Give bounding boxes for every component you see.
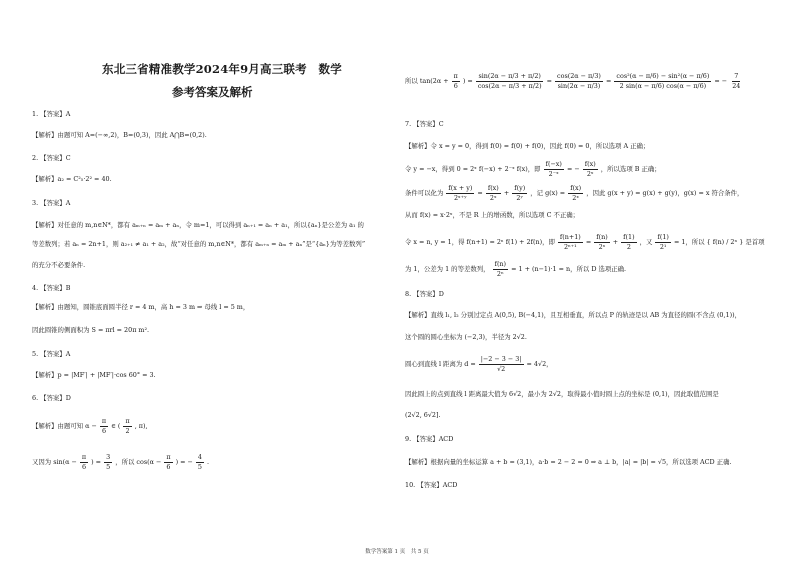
fraction-denominator: 2ˣ (489, 193, 497, 202)
fraction-numerator: f(y) (514, 183, 526, 192)
fraction-denominator: √2 (497, 364, 506, 373)
three-fifths-fraction (104, 453, 112, 472)
q5-explanation: 【解析】p = |MF′| + |MF′|·cos 60° = 3. (32, 371, 156, 379)
equals-sign: = (585, 238, 592, 246)
fraction-numerator: cos(2α − π/3) (557, 71, 601, 80)
q8-explanation-line2: 这个圆的圆心坐标为 (−2,3)，半径为 2√2. (405, 333, 527, 341)
fraction-numerator: f(x) (584, 159, 596, 168)
q7-exp2-text-c: ，所以选项 B 正确； (600, 165, 661, 173)
q2-explanation: 【解析】a₂ = C²₅·2² = 40. (32, 175, 112, 183)
q3-explanation-line1: 【解析】对任意的 m,n∈N*，都有 aₘ₊ₙ = aₘ + aₙ，令 m=1，可以得到 aₙ₊₁ = aₙ + a₁，所以{aₙ}是公差为 a₁ 的 (32, 221, 364, 229)
q7-exp5-text-a: 令 x = n, y = 1，得 f(n+1) = 2ⁿ f(1) + 2f(n)，即 (405, 238, 555, 246)
pi-over-6-fraction (164, 453, 172, 472)
q7-exp2-text-a: 令 y = −x，得到 0 = 2ˣ f(−x) + 2⁻ˣ f(x)，即 (405, 165, 541, 173)
q3-answer: 3. 【答案】A (32, 199, 71, 207)
q9-explanation: 【解析】根据向量的坐标运算 a + b = (3,1)，a·b = 2 − 2 = 0 ⇒ a ⊥ b，|a| = |b| = √5，所以选项 ACD 正确. (405, 458, 732, 466)
q7-exp5-fraction1 (558, 233, 583, 252)
equals-sign: = (605, 77, 612, 85)
plus-sign: + (612, 238, 619, 246)
fraction-numerator: f(n+1) (559, 232, 581, 241)
q7-explanation-line2 (405, 159, 661, 179)
fraction-denominator: 6 (101, 426, 107, 435)
fraction-denominator: 2 sin(α − π/6) cos(α − π/6) (619, 81, 707, 90)
fraction-numerator: π (125, 416, 130, 425)
fraction-denominator: 5 (106, 462, 111, 471)
q6-exp2-text-a: 又因为 sin(α − (32, 458, 77, 466)
fraction-numerator: π (81, 452, 87, 461)
q6-exp1-text: 【解析】由题可知 α − (32, 422, 97, 430)
q7-explanation-line1: 【解析】令 x = y = 0，得到 f(0) = f(0) + f(0)，因此 f(0) = 0，所以选项 A 正确； (405, 142, 650, 150)
q7-exp5-sequence: { f(n) / 2ⁿ } (706, 238, 744, 246)
q7-exp5-fraction4 (655, 233, 670, 252)
q8-explanation-line1: 【解析】直线 l₁, l₂ 分别过定点 A(0,5), B(−4,1)，且互相垂直，所以点 P 的轨迹是以 AB 为直径的圆(不含点 (0,1))， (405, 311, 741, 319)
pi-over-6-fraction (100, 417, 108, 436)
fraction-denominator: 6 (81, 462, 87, 471)
q7-exp5-text-b: ，又 (639, 238, 653, 246)
q9-answer: 9. 【答案】ACD (405, 435, 454, 443)
exam-title: 东北三省精准教学2024年9月高三联考 数学 (102, 62, 342, 76)
q7-exp5-text-c: = 1，所以 (673, 238, 705, 246)
q7-exp3-fraction3 (512, 184, 527, 203)
q4-explanation-line2: 因此圆锥的侧面积为 S = πrl = 20π m². (32, 326, 150, 334)
q4-answer: 4. 【答案】B (32, 284, 71, 292)
fraction-numerator: f(n) (596, 232, 608, 241)
q7-exp5-text-d: 是首项 (745, 238, 765, 246)
q6-exp2-text-e: . (207, 458, 210, 466)
pi-over-2-fraction (123, 417, 131, 436)
q8-answer: 8. 【答案】D (405, 290, 444, 298)
q8-explanation-line3 (405, 354, 553, 374)
fraction-denominator: 2 (626, 242, 631, 251)
equals-sign: = (477, 189, 483, 197)
distance-fraction (479, 355, 524, 374)
fraction-denominator: 2ⁿ (598, 242, 606, 251)
q2-answer: 2. 【答案】C (32, 154, 71, 162)
fraction-numerator: |−2 − 3 − 3| (480, 354, 522, 363)
q10-answer: 10. 【答案】ACD (405, 481, 458, 489)
q6-cont-text-b: ) = (462, 77, 473, 85)
plus-sign: + (503, 189, 510, 197)
fraction-numerator: π (101, 416, 107, 425)
q1-answer: 1. 【答案】A (32, 110, 71, 118)
left-column (32, 0, 390, 540)
q6-exp1-interval-close: , π), (134, 422, 148, 430)
fraction-denominator: cos(2α − π/3 + π/2) (477, 81, 542, 90)
q3-explanation-line3: 的充分不必要条件. (32, 261, 86, 269)
q3-explanation-line2: 等差数列；若 aₙ = 2n+1，则 a₂₊₁ ≠ a₁ + a₂，故“对任意的 m,n∈N*，都有 aₘ₊ₙ = aₘ + aₙ”是“{aₙ}为等差数列” (32, 240, 366, 248)
q8-exp3-text-b: = 4√2， (526, 360, 553, 368)
tan-result-fraction (730, 72, 742, 91)
q6-explanation-line2 (32, 452, 209, 472)
q8-explanation-line4: 因此圆上的点到直线 l 距离最大值为 6√2，最小为 2√2，取得最小值时圆上点的坐标是 (0,1)，因此取值范围是 (405, 390, 719, 398)
fraction-numerator: π (453, 71, 458, 80)
q8-exp3-text-a: 圆心到直线 l 距离为 d = (405, 360, 476, 368)
q5-answer: 5. 【答案】A (32, 350, 71, 358)
fraction-numerator: f(−x) (545, 159, 562, 168)
fraction-numerator: f(x) (570, 183, 582, 192)
q7-explanation-line3 (405, 183, 743, 203)
fraction-denominator: 2ⁿ (496, 269, 504, 278)
q4-explanation-line1: 【解析】由题知，圆锥底面圆半径 r = 4 m，高 h = 3 m ⇒ 母线 l = 5 m， (32, 303, 250, 311)
equals-sign: = (546, 77, 552, 85)
q6-cont-end: = − (714, 77, 728, 85)
four-fifths-fraction (196, 453, 204, 472)
q7-exp3-fraction2 (486, 184, 501, 203)
q7-explanation-line6 (405, 259, 626, 279)
page-footer: 数学答案第 1 页 共 5 页 (365, 549, 429, 555)
fraction-numerator: 4 (197, 452, 202, 461)
q7-exp2-fraction1 (544, 160, 564, 179)
pi-over-6-fraction (452, 72, 460, 91)
q6-exp1-interval-open: ∈ ( (111, 422, 121, 430)
q6-answer: 6. 【答案】D (32, 394, 71, 402)
q6-exp2-text-b: ) = (91, 458, 102, 466)
fraction-numerator: 7 (734, 71, 739, 80)
fraction-denominator: 24 (732, 81, 741, 90)
fraction-numerator: sin(2α − π/3 + π/2) (478, 71, 541, 80)
pi-over-6-fraction (80, 453, 88, 472)
fraction-denominator: 2ʸ (516, 193, 524, 202)
fraction-numerator: f(1) (657, 232, 669, 241)
right-column (405, 0, 775, 540)
fraction-denominator: 2ˣ (572, 193, 580, 202)
q8-explanation-line5: (2√2, 6√2]. (405, 411, 441, 419)
exam-subtitle: 参考答案及解析 (172, 85, 253, 99)
q7-exp5-fraction3 (621, 233, 636, 252)
fraction-denominator: 2¹ (659, 242, 667, 251)
q6-exp2-text-c: ，所以 cos(α − (115, 458, 162, 466)
fraction-denominator: 2 (125, 426, 130, 435)
tan-step3-fraction (614, 72, 711, 91)
q7-exp3-text-c: ，因此 g(x + y) = g(x) + g(y)，g(x) = x 符合条件， (586, 189, 744, 197)
fraction-numerator: 3 (106, 452, 111, 461)
q7-exp5-fraction2 (594, 233, 609, 252)
fraction-numerator: f(x + y) (448, 183, 473, 192)
q7-exp3-fraction4 (568, 184, 583, 203)
q7-exp3-text-a: 条件可以化为 (405, 189, 444, 197)
fraction-numerator: π (166, 452, 171, 461)
fraction-numerator: f(n) (494, 259, 507, 268)
fraction-denominator: 2ⁿ⁺¹ (563, 242, 577, 251)
fraction-denominator: 5 (197, 462, 202, 471)
fraction-denominator: 2⁻ˣ (548, 169, 559, 178)
q7-exp3-fraction1 (446, 184, 474, 203)
q7-exp2-fraction2 (583, 160, 598, 179)
fraction-denominator: 2ˣ (586, 169, 594, 178)
q6-explanation-line1 (32, 416, 148, 436)
fraction-numerator: f(x) (487, 183, 499, 192)
fraction-denominator: sin(2α − π/3) (557, 81, 601, 90)
fraction-denominator: 2ˣ⁺ʸ (453, 193, 467, 202)
q6-continuation (405, 70, 743, 92)
q1-explanation: 【解析】由题可知 A=(−∞,2)，B=(0,3)，因此 A⋂B=(0,2). (32, 131, 207, 139)
q7-explanation-line4: 从而 f(x) = x·2ˣ，不是 R 上的增函数，所以选项 C 不正确； (405, 211, 580, 219)
q7-exp6-fraction (493, 260, 508, 279)
q7-exp3-text-b: ，记 g(x) = (530, 189, 566, 197)
fraction-denominator: 6 (166, 462, 171, 471)
tan-step2-fraction (555, 72, 603, 91)
q6-exp2-text-d: ) = − (175, 458, 193, 466)
q7-exp6-text-b: = 1 + (n−1)·1 = n，所以 D 选项正确. (511, 265, 627, 273)
fraction-denominator: 6 (453, 81, 458, 90)
fraction-numerator: f(1) (623, 232, 635, 241)
fraction-numerator: cos²(α − π/6) − sin²(α − π/6) (616, 71, 710, 80)
q7-answer: 7. 【答案】C (405, 120, 444, 128)
q7-exp2-text-b: = − (566, 165, 580, 173)
q7-explanation-line5 (405, 232, 765, 252)
tan-step1-fraction (476, 72, 544, 91)
q6-cont-text-a: 所以 tan(2α + (405, 77, 449, 85)
q7-exp6-text-a: 为 1，公差为 1 的等差数列， (405, 265, 490, 273)
